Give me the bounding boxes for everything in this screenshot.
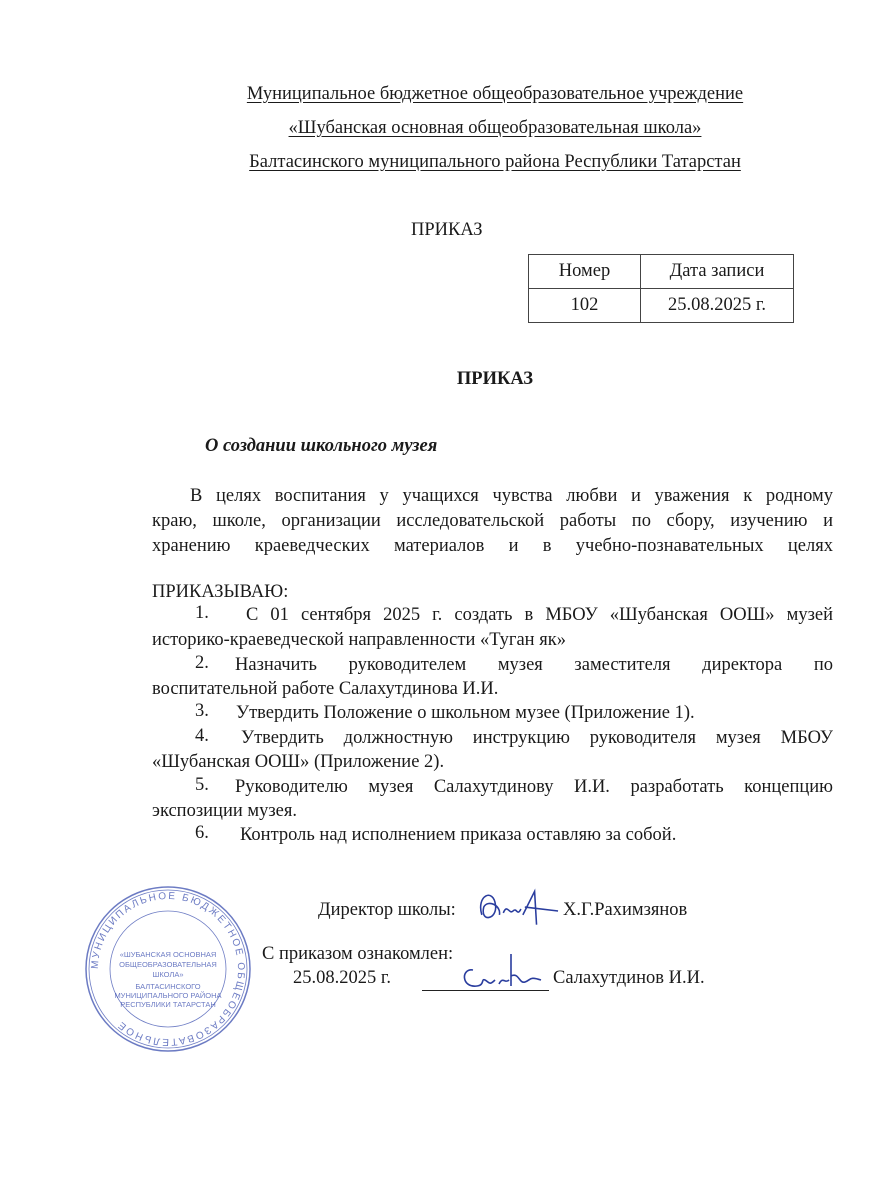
svg-text:ШКОЛА»: ШКОЛА»	[152, 970, 184, 979]
item-text: Назначить руководителем музея заместителя директора по	[235, 655, 833, 675]
svg-text:МУНИЦИПАЛЬНОГО РАЙОНА: МУНИЦИПАЛЬНОГО РАЙОНА	[114, 991, 222, 1000]
item-number: 1.	[195, 603, 209, 623]
order-word: ПРИКАЗЫВАЮ:	[152, 582, 289, 602]
item-text: воспитательной работе Салахутдинова И.И.	[152, 679, 499, 699]
svg-text:ОБЩЕОБРАЗОВАТЕЛЬНАЯ: ОБЩЕОБРАЗОВАТЕЛЬНАЯ	[119, 960, 217, 969]
item-text: Руководителю музея Салахутдинову И.И. разработать концепцию	[235, 777, 833, 797]
preamble-line: хранению краеведческих материалов и в учебно-познавательных целях	[152, 536, 833, 556]
item-text: «Шубанская ООШ» (Приложение 2).	[152, 752, 445, 772]
order-date: 25.08.2025 г.	[641, 289, 794, 323]
stamp-outer-text: МУНИЦИПАЛЬНОЕ БЮДЖЕТНОЕ ОБЩЕОБРАЗОВАТЕЛЬНОЕ	[89, 890, 247, 1048]
header-date: Дата записи	[641, 255, 794, 289]
doc-type: ПРИКАЗ	[411, 220, 483, 240]
item-number: 2.	[195, 653, 209, 673]
order-subject: О создании школьного музея	[205, 436, 438, 456]
order-number: 102	[529, 289, 641, 323]
preamble-line: В целях воспитания у учащихся чувства любви и уважения к родному	[190, 486, 833, 506]
page-title: ПРИКАЗ	[456, 369, 534, 389]
director-signature	[474, 885, 560, 935]
preamble-line: краю, школе, организации исследовательской работы по сбору, изучению и	[152, 511, 833, 531]
ack-label: С приказом ознакомлен:	[262, 944, 454, 964]
item-number: 5.	[195, 775, 209, 795]
item-text: экспозиции музея.	[152, 801, 297, 821]
header-number: Номер	[529, 255, 641, 289]
svg-text:РЕСПУБЛИКИ ТАТАРСТАН: РЕСПУБЛИКИ ТАТАРСТАН	[120, 1000, 216, 1009]
registry-table	[528, 254, 794, 323]
director-label: Директор школы:	[318, 900, 456, 920]
item-text: Контроль над исполнением приказа оставляю за собой.	[240, 825, 677, 845]
svg-text:«ШУБАНСКАЯ ОСНОВНАЯ: «ШУБАНСКАЯ ОСНОВНАЯ	[119, 950, 217, 959]
item-number: 6.	[195, 823, 209, 843]
official-stamp	[84, 885, 252, 1053]
item-number: 4.	[195, 726, 209, 746]
item-text: С 01 сентября 2025 г. создать в МБОУ «Шубанская ООШ» музей	[246, 605, 833, 625]
item-number: 3.	[195, 701, 209, 721]
ack-name: Салахутдинов И.И.	[553, 968, 705, 988]
org-name-line-3: Балтасинского муниципального района Республики Татарстан	[249, 152, 741, 172]
ack-date: 25.08.2025 г.	[293, 968, 392, 988]
svg-text:БАЛТАСИНСКОГО: БАЛТАСИНСКОГО	[135, 982, 201, 991]
item-text: историко-краеведческой направленности «Туган як»	[152, 630, 566, 650]
director-name: Х.Г.Рахимзянов	[563, 900, 688, 920]
org-name-line-1: Муниципальное бюджетное общеобразовательное учреждение	[246, 84, 744, 104]
item-text: Утвердить должностную инструкцию руководителя музея МБОУ	[241, 728, 833, 748]
item-text: Утвердить Положение о школьном музее (Приложение 1).	[236, 703, 695, 723]
table-row	[529, 289, 794, 323]
ack-signature	[455, 950, 545, 992]
org-name-line-2: «Шубанская основная общеобразовательная школа»	[288, 118, 702, 138]
table-header-row	[529, 255, 794, 289]
